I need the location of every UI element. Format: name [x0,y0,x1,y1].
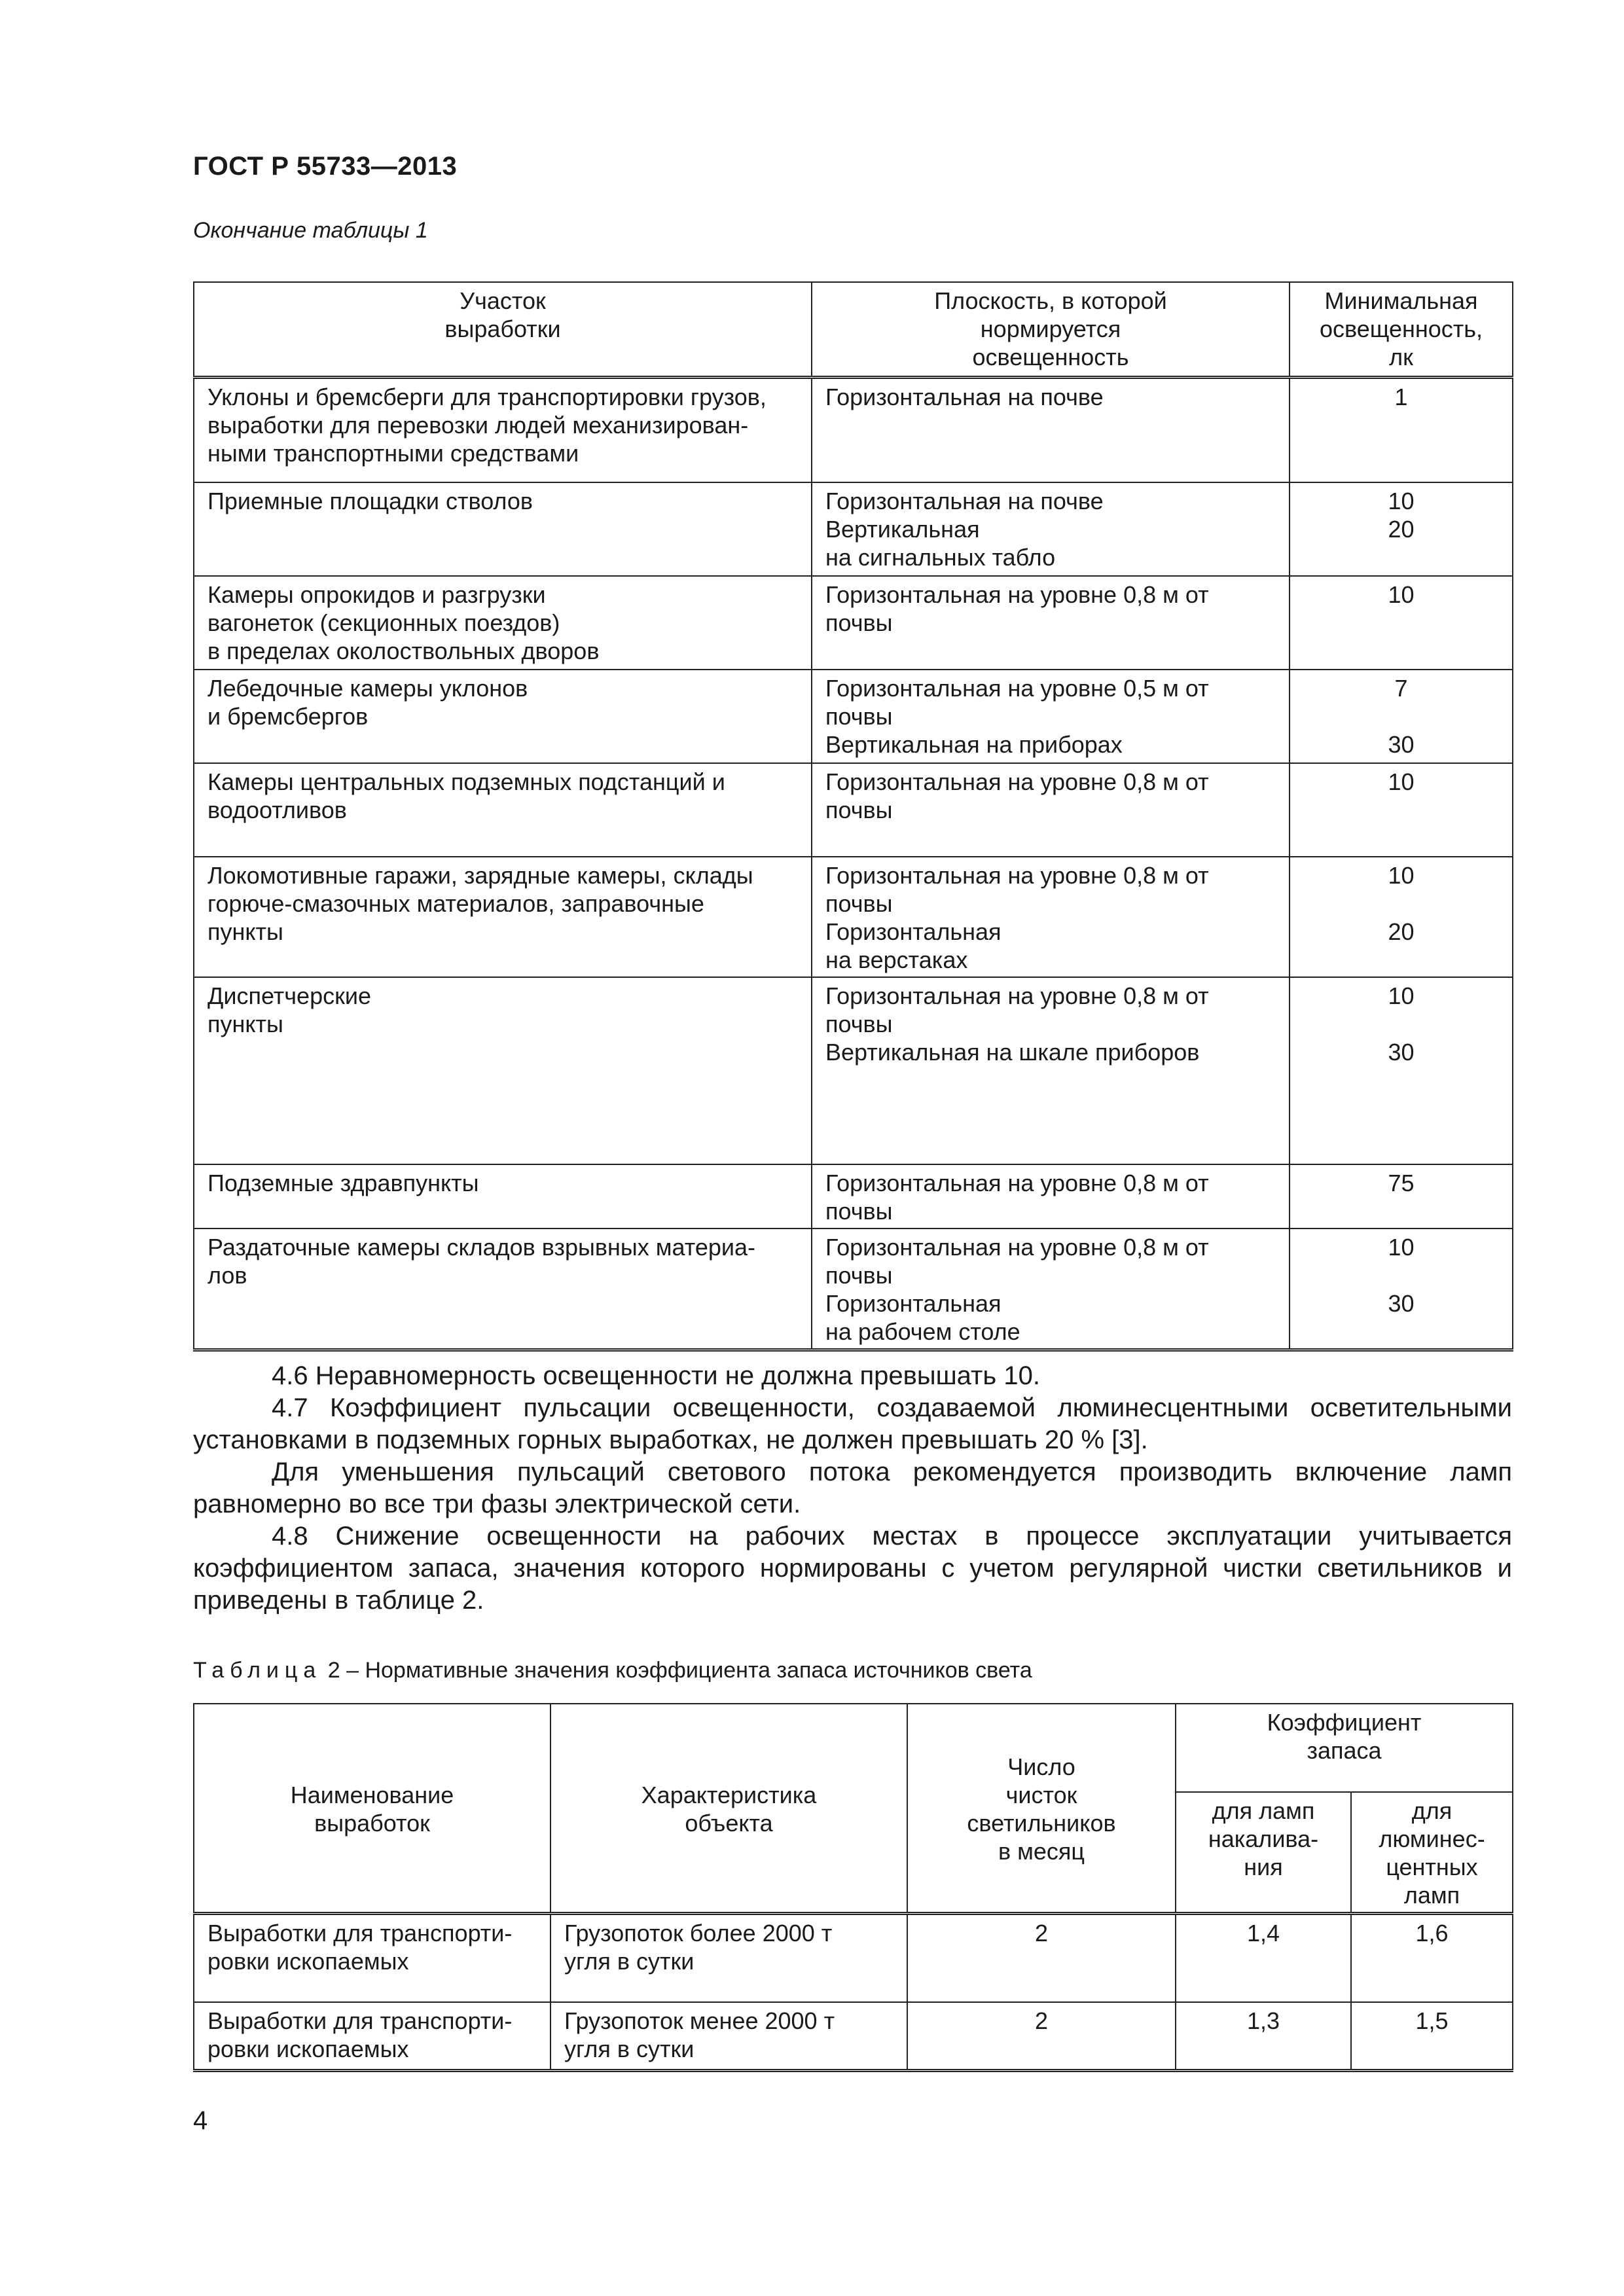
cell-line: 30 [1388,730,1415,758]
cell-area [194,378,812,482]
header-characteristic [550,1704,907,1914]
cell-line: ламп [1403,1882,1460,1909]
header-incandescent [1176,1792,1351,1914]
cell-fluorescent: 1,6 [1351,1914,1513,2002]
header-working-name [194,1704,550,1914]
cell-characteristic [550,2002,907,2071]
cell-line: 10 [1388,768,1415,795]
cell-plane [812,482,1290,576]
cell-line: накалива- [1208,1825,1319,1852]
cell-line: Лебедочные камеры уклонов [208,674,528,702]
cell-line: Камеры центральных подземных подстанций и [208,768,725,795]
cell-line: горюче-смазочных материалов, заправочные [208,889,704,917]
cell-line: лк [1389,344,1413,370]
cell-line: Коэффициент [1267,1709,1422,1736]
cell-line: пункты [208,918,283,945]
cell-line: люминес- [1379,1825,1485,1852]
cell-line: для ламп [1212,1797,1315,1824]
cell-line: нормируется [980,315,1121,342]
header-plane [812,282,1290,378]
cell-plane [812,977,1290,1164]
paragraph-4-6: 4.6 Неравномерность освещенности не должна превышать 10. [272,1361,1040,1390]
cell-line: Приемные площадки стволов [208,487,533,514]
cell-line: Горизонтальная [825,918,1001,945]
table1-header-row [194,282,1513,378]
cell-line: чисток [1005,1781,1077,1808]
cell-line: почвы [825,702,893,730]
cell-line: на верстаках [825,946,968,973]
cell-line: почвы [825,1261,893,1289]
table2-header-row [194,1704,1513,1792]
table-row [194,977,1513,1164]
illumination-table [193,281,1513,1352]
cell-line: выработки для перевозки людей механизирован- [208,412,749,439]
header-min-illuminance [1290,282,1513,378]
cell-line: 30 [1388,1038,1415,1066]
cell-line: 10 [1388,581,1415,608]
cell-line: освещенность, [1319,315,1483,342]
cell-line [1303,1261,1499,1289]
table2-caption [193,1658,1032,1683]
cell-lux [1290,1229,1513,1350]
cell-line: Камеры опрокидов и разгрузки [208,581,546,608]
paragraph-4-7: 4.7 Коэффициент пульсации освещенности, создаваемой люминесцентными осветительными установками в подземных горных выработках, не должен превышать 20 % [3]. [193,1393,1512,1454]
cell-line: для [1411,1797,1453,1824]
cell-line: 10 [1388,861,1415,889]
cell-area [194,576,812,670]
cell-line: в месяц [998,1837,1085,1865]
cell-line [1303,1010,1499,1038]
cell-lux [1290,763,1513,857]
cell-line: ными транспортными средствами [208,440,579,467]
cell-line: выработки [444,315,561,342]
cell-line: вагонеток (секционных поездов) [208,609,560,636]
cell-line: угля в сутки [564,1948,695,1975]
table-row [194,857,1513,977]
cell-line: на сигнальных табло [825,543,1056,571]
cell-line: Участок [460,287,546,314]
cell-line: Горизонтальная на уровне 0,8 м от [825,768,1209,795]
body-text [193,1360,1512,1617]
cell-line: выработок [314,1809,430,1837]
table1-caption: Окончание таблицы 1 [193,218,428,243]
cell-line: Грузопоток более 2000 т [564,1920,833,1946]
maintenance-factor-table [193,1703,1513,2072]
cell-line: Раздаточные камеры складов взрывных материа- [208,1233,756,1261]
cell-area [194,977,812,1164]
table2-caption-text: 2 – Нормативные значения коэффициента запаса источников света [321,1658,1032,1683]
cell-line: ровки ископаемых [208,1948,409,1975]
cell-line: Выработки для транспорти- [208,1920,513,1946]
cell-line: Выработки для транспорти- [208,2007,513,2034]
cell-line: Подземные здравпункты [208,1169,479,1196]
table2-caption-label: Таблица [193,1658,322,1683]
cell-characteristic [550,1914,907,2002]
cell-lux [1290,857,1513,977]
cell-lux [1290,1164,1513,1229]
cell-line: и бремсбергов [208,702,369,730]
cell-line: Вертикальная на приборах [825,730,1123,758]
header-maintenance-factor [1176,1704,1513,1792]
cell-line: 10 [1388,1233,1415,1261]
cell-line: угля в сутки [564,2035,695,2062]
cell-line: светильников [967,1809,1116,1837]
cell-line: водоотливов [208,796,347,823]
cell-lux [1290,482,1513,576]
cell-incandescent: 1,3 [1176,2002,1351,2071]
cell-line: Минимальная [1324,287,1478,314]
table-row [194,576,1513,670]
cell-plane [812,670,1290,763]
table-row [194,1164,1513,1229]
cell-area [194,670,812,763]
cell-line: объекта [685,1809,773,1837]
cell-line: Плоскость, в которой [934,287,1167,314]
cell-line: Горизонтальная на уровне 0,8 м от [825,861,1209,889]
cell-cleanings: 2 [907,1914,1176,2002]
cell-line: 10 [1388,487,1415,514]
cell-line: Горизонтальная на уровне 0,8 м от [825,1233,1209,1261]
cell-line: почвы [825,889,893,917]
cell-line: ровки ископаемых [208,2035,409,2062]
cell-area [194,857,812,977]
table-row [194,670,1513,763]
cell-line: освещенность [972,344,1129,370]
cell-line: Вертикальная на шкале приборов [825,1038,1200,1066]
cell-plane [812,1164,1290,1229]
cell-line: Горизонтальная на почве [825,384,1104,410]
cell-fluorescent: 1,5 [1351,2002,1513,2071]
cell-plane [812,1229,1290,1350]
cell-line: Горизонтальная на уровне 0,8 м от [825,581,1209,608]
cell-line: почвы [825,1197,893,1225]
cell-cleanings: 2 [907,2002,1176,2071]
header-fluorescent [1351,1792,1513,1914]
cell-plane [812,576,1290,670]
cell-lux [1290,977,1513,1164]
cell-plane [812,857,1290,977]
cell-line: Локомотивные гаражи, зарядные камеры, склады [208,861,753,889]
cell-area [194,482,812,576]
cell-plane [812,378,1290,482]
cell-line: Горизонтальная на уровне 0,8 м от [825,1169,1209,1196]
cell-line: 30 [1388,1289,1415,1317]
cell-line: центных [1386,1854,1478,1880]
table-row [194,378,1513,482]
cell-line [1303,889,1499,918]
cell-line: 7 [1394,674,1408,702]
cell-line: почвы [825,796,893,823]
cell-line: Горизонтальная на уровне 0,8 м от [825,982,1209,1009]
cell-line: 20 [1388,918,1415,945]
cell-area [194,1164,812,1229]
cell-working-name [194,1914,550,2002]
table-row [194,763,1513,857]
table-row [194,482,1513,576]
cell-line: запаса [1307,1737,1382,1764]
cell-line: Вертикальная [825,515,980,543]
cell-lux [1290,378,1513,482]
cell-line: 10 [1388,982,1415,1009]
cell-plane [812,763,1290,857]
cell-lux [1290,670,1513,763]
paragraph-4-8: 4.8 Снижение освещенности на рабочих местах в процессе эксплуатации учитывается коэффициентом запаса, значения которого нормированы с учетом регулярной чистки светильников и приведены в таблице 2. [193,1522,1512,1615]
cell-line: пункты [208,1010,283,1037]
table-row [194,2002,1513,2071]
cell-line: лов [208,1261,247,1289]
cell-line: на рабочем столе [825,1318,1020,1345]
cell-line: Горизонтальная на почве [825,487,1104,514]
cell-line: Наименование [290,1781,454,1808]
cell-line: Горизонтальная на уровне 0,5 м от [825,674,1209,702]
cell-line: Число [1007,1753,1075,1780]
cell-line: почвы [825,1010,893,1037]
cell-line: Характеристика [641,1781,817,1808]
cell-area [194,763,812,857]
header-area [194,282,812,378]
cell-line: 1 [1394,384,1408,410]
cell-line: Диспетчерские [208,982,371,1009]
cell-line: 75 [1388,1169,1415,1196]
cell-line [1303,702,1499,730]
document-header: ГОСТ Р 55733—2013 [193,152,458,181]
header-cleanings [907,1704,1176,1914]
cell-line: Грузопоток менее 2000 т [564,2007,835,2034]
table-row [194,1914,1513,2002]
cell-line: ния [1244,1854,1283,1880]
cell-line: Горизонтальная [825,1289,1001,1317]
cell-line: почвы [825,609,893,636]
table-row [194,1229,1513,1350]
cell-line: в пределах околоствольных дворов [208,637,600,664]
page-number: 4 [193,2106,208,2135]
paragraph-pulsation: Для уменьшения пульсаций светового потока рекомендуется производить включение ламп равномерно во все три фазы электрической сети. [193,1458,1512,1518]
cell-working-name [194,2002,550,2071]
cell-area [194,1229,812,1350]
cell-incandescent: 1,4 [1176,1914,1351,2002]
cell-line: 20 [1388,515,1415,543]
cell-lux [1290,576,1513,670]
cell-line: Уклоны и бремсберги для транспортировки грузов, [208,384,767,410]
